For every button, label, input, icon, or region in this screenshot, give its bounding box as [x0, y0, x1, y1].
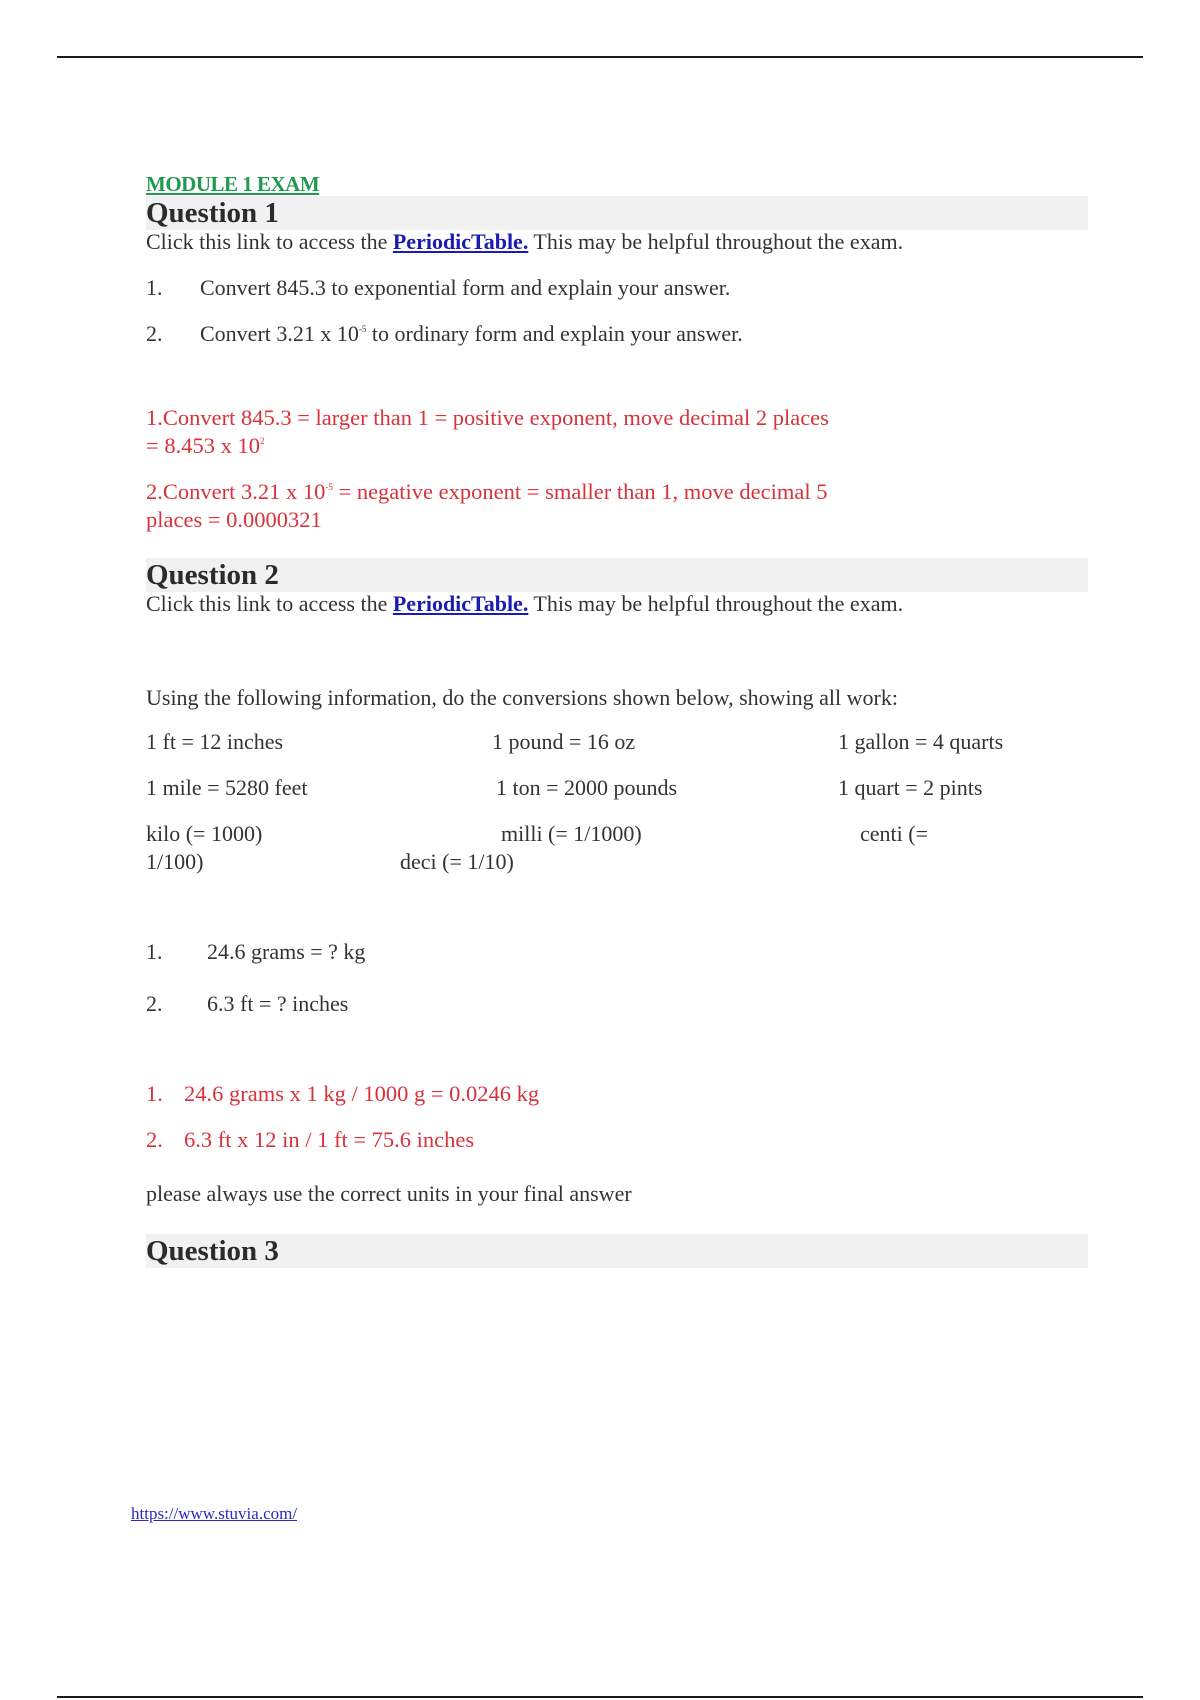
conversion-cell: 1 quart = 2 pints	[838, 775, 983, 800]
conversion-cell: kilo (= 1000)	[146, 821, 263, 846]
periodic-table-link[interactable]: PeriodicTable.	[392, 591, 529, 616]
list-item-number: 2.	[146, 991, 163, 1016]
question-2-answers	[146, 1080, 1088, 1154]
answer-number: 2.	[146, 1127, 163, 1152]
question-1-answer-2: 2.Convert 3.21 x $10^{-5}$ = negative exponent = smaller than 1, move decimal 5 places = 0.0000321	[146, 479, 828, 532]
conversion-cell: 1/100)	[146, 849, 204, 874]
units-note: please always use the correct units in your final answer	[146, 1181, 632, 1206]
conversion-cell: 1 ft = 12 inches	[146, 729, 284, 754]
footer-url-link[interactable]: https://www.stuvia.com/	[131, 1504, 298, 1523]
list-item	[146, 938, 1088, 966]
list-item-text: 24.6 grams = ? kg	[207, 939, 366, 964]
list-item-text: Convert 845.3 to exponential form and explain your answer.	[200, 275, 731, 300]
periodic-table-link[interactable]: PeriodicTable.	[392, 229, 529, 254]
answer-number: 1.	[146, 1081, 163, 1106]
conversion-cell: 1 pound = 16 oz	[492, 729, 636, 754]
list-item-number: 1.	[146, 939, 163, 964]
question-2-instructions: Using the following information, do the conversions shown below, showing all work:	[146, 685, 898, 710]
conversion-row	[146, 848, 1088, 876]
question-1-intro	[146, 228, 1066, 256]
list-item-text: 6.3 ft = ? inches	[207, 991, 349, 1016]
question-1-heading: Question 1	[146, 196, 1088, 230]
conversion-cell: 1 gallon = 4 quarts	[838, 729, 1004, 754]
question-2-intro	[146, 590, 1066, 618]
conversion-cell: centi (=	[860, 821, 928, 846]
list-item	[146, 274, 1088, 302]
question-1-answer-1: 1.Convert 845.3 = larger than 1 = positive exponent, move decimal 2 places = 8.453 x $10^2$	[146, 405, 829, 458]
answer-text: 24.6 grams x 1 kg / 1000 g = 0.0246 kg	[184, 1081, 540, 1106]
conversion-cell: 1 mile = 5280 feet	[146, 775, 308, 800]
intro-text-after: This may be helpful throughout the exam.	[528, 591, 904, 616]
list-item-text: Convert 3.21 x $10^{-5}$ to ordinary form and explain your answer.	[200, 321, 743, 346]
conversion-cell: 1 ton = 2000 pounds	[496, 775, 678, 800]
question-2-heading: Question 2	[146, 558, 1088, 592]
exam-content	[146, 172, 1088, 1268]
module-title: MODULE 1 EXAM	[146, 172, 320, 196]
list-item	[146, 320, 1088, 348]
conversion-table	[146, 728, 1088, 876]
conversion-cell: milli (= 1/1000)	[501, 821, 642, 846]
intro-text-before: Click this link to access the	[146, 591, 393, 616]
list-item-number: 2.	[146, 321, 163, 346]
conversion-row	[146, 774, 1088, 802]
conversion-row	[146, 820, 1088, 848]
question-2-list	[146, 938, 1088, 1018]
intro-text-after: This may be helpful throughout the exam.	[528, 229, 904, 254]
answer-row	[146, 1126, 1088, 1154]
list-item-number: 1.	[146, 275, 163, 300]
conversion-row	[146, 728, 1088, 756]
question-3-heading: Question 3	[146, 1234, 1088, 1268]
conversion-cell: deci (= 1/10)	[400, 849, 514, 874]
list-item	[146, 990, 1088, 1018]
question-1-list	[146, 274, 1088, 348]
bottom-rule	[57, 1696, 1143, 1698]
top-rule	[57, 56, 1143, 58]
intro-text-before: Click this link to access the	[146, 229, 393, 254]
answer-text: 6.3 ft x 12 in / 1 ft = 75.6 inches	[184, 1127, 475, 1152]
answer-row	[146, 1080, 1088, 1108]
